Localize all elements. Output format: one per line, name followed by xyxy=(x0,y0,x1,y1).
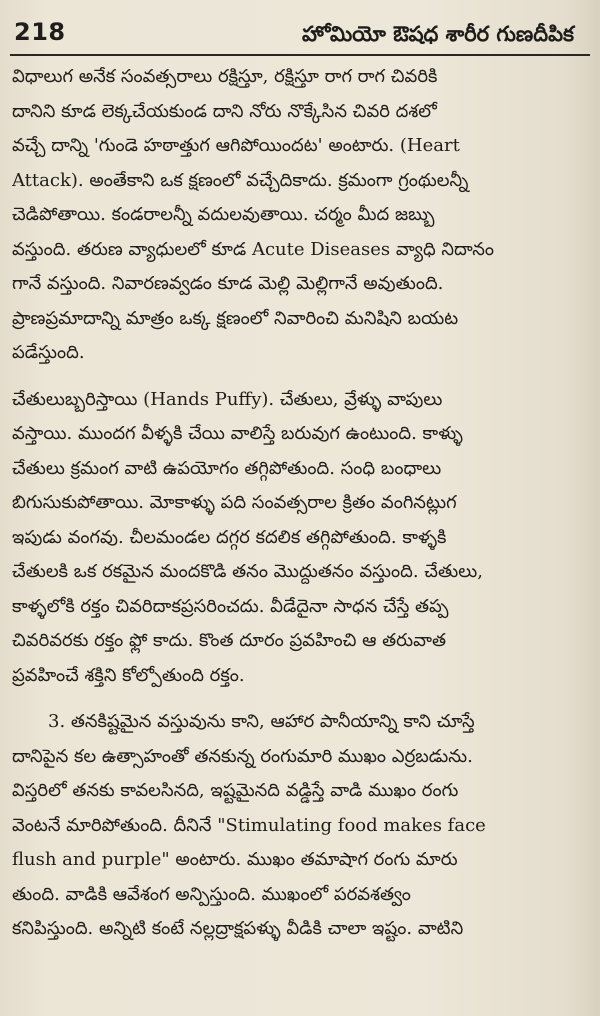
text-line: చేతులకి ఒక రకమైన మందకొడి తనం మొద్దుతనం వస్తుంది. చేతులు, xyxy=(12,561,483,582)
text-line: ప్రాణప్రమాదాన్ని మాత్రం ఒక్క క్షణంలో నివారించి మనిషిని బయట xyxy=(12,307,459,329)
page-header xyxy=(10,14,590,56)
page-number: 218 xyxy=(14,18,66,46)
text-line: వచ్చే దాన్ని 'గుండె హఠాత్తుగ ఆగిపోయిందట' అంటారు. (Heart xyxy=(12,135,460,156)
text-line: దానిపైన కల ఉత్సాహంతో తనకున్న రంగుమారి ముఖం ఎర్రబడును. xyxy=(12,745,473,767)
text-line: వస్తుంది. తరుణ వ్యాధులలో కూడ Acute Diseases వ్యాధి నిదానం xyxy=(12,238,494,260)
text-line: ఇపుడు వంగవు. చీలమండల దగ్గర కదలిక తగ్గిపోతుంది. కాళ్ళకి xyxy=(12,526,447,548)
paragraph-continuation xyxy=(12,60,586,371)
paragraph-gap xyxy=(12,693,586,705)
text-line: Attack). అంతేకాని ఒక క్షణంలో వచ్చేదికాదు. క్రమంగా గ్రంథులన్నీ xyxy=(12,169,469,191)
text-line: 3. తనకిష్టమైన వస్తువును కాని, ఆహార పానీయాన్ని కాని చూస్తే xyxy=(48,711,475,732)
text-line: బిగుసుకుపోతాయి. మోకాళ్ళు పది సంవత్సరాల క్రితం వంగినట్లుగ xyxy=(12,492,457,513)
text-line: కాళ్ళలోకి రక్తం చివరిదాకప్రసరించదు. వీడేదైనా సాధన చేస్తే తప్ప xyxy=(12,595,449,617)
text-line: తుంది. వాడికి ఆవేశంగ అన్పిస్తుంది. ముఖంలో పరవశత్వం xyxy=(12,883,411,905)
text-line: విధాలుగ అనేక సంవత్సరాలు రక్షిస్తూ, రక్షిస్తూ రాగ రాగ చివరికి xyxy=(12,66,438,87)
text-line: వెంటనే మారిపోతుంది. దీనినే "Stimulating food makes face xyxy=(12,814,486,836)
text-line: చెడిపోతాయి. కండరాలన్నీ వదులవుతాయి. చర్మం మీద జబ్బు xyxy=(12,204,435,225)
text-line: ప్రవహించే శక్తిని కోల్పోతుంది రక్తం. xyxy=(12,664,245,686)
paragraph-point-3 xyxy=(12,705,586,947)
text-line: కనిపిస్తుంది. అన్నిటి కంటే నల్లద్రాక్షపళ్ళు వీడికి చాలా ఇష్టం. వాటిని xyxy=(12,918,464,939)
text-line: విస్తరిలో తనకు కావలసినది, ఇష్టమైనది వడ్డిస్తే వాడి ముఖం రంగు xyxy=(12,780,459,801)
text-line: దానిని కూడ లెక్కచేయకుండ దాని నోరు నొక్కేసిన చివరి దశలో xyxy=(12,100,437,122)
paragraph-hands-puffy xyxy=(12,383,586,694)
text-line: చివరివరకు రక్తం ఫ్లో కాదు. కొంత దూరం ప్రవహించి ఆ తరువాత xyxy=(12,630,446,651)
text-line: పడేస్తుంది. xyxy=(12,342,85,363)
text-line: చేతులు క్రమంగ వాటి ఉపయోగం తగ్గిపోతుంది. సంధి బంధాలు xyxy=(12,457,442,479)
text-line: వస్తాయి. ముందగ వీళ్ళకి చేయి వాలిస్తే బరువుగ ఉంటుంది. కాళ్ళు xyxy=(12,423,463,444)
text-line: గానే వస్తుంది. నివారణవ్వడం కూడ మెల్లి మెల్లిగానే అవుతుంది. xyxy=(12,273,444,294)
text-line: చేతులుబ్బరిస్తాయి (Hands Puffy). చేతులు, వ్రేళ్ళు వాపులు xyxy=(12,388,443,410)
paragraph-gap xyxy=(12,371,586,383)
text-line: flush and purple" అంటారు. ముఖం తమాషాగ రంగు మారు xyxy=(12,849,458,870)
body-text xyxy=(12,60,586,1010)
running-title: హోమియో ఔషధ శారీర గుణదీపిక xyxy=(302,22,574,46)
